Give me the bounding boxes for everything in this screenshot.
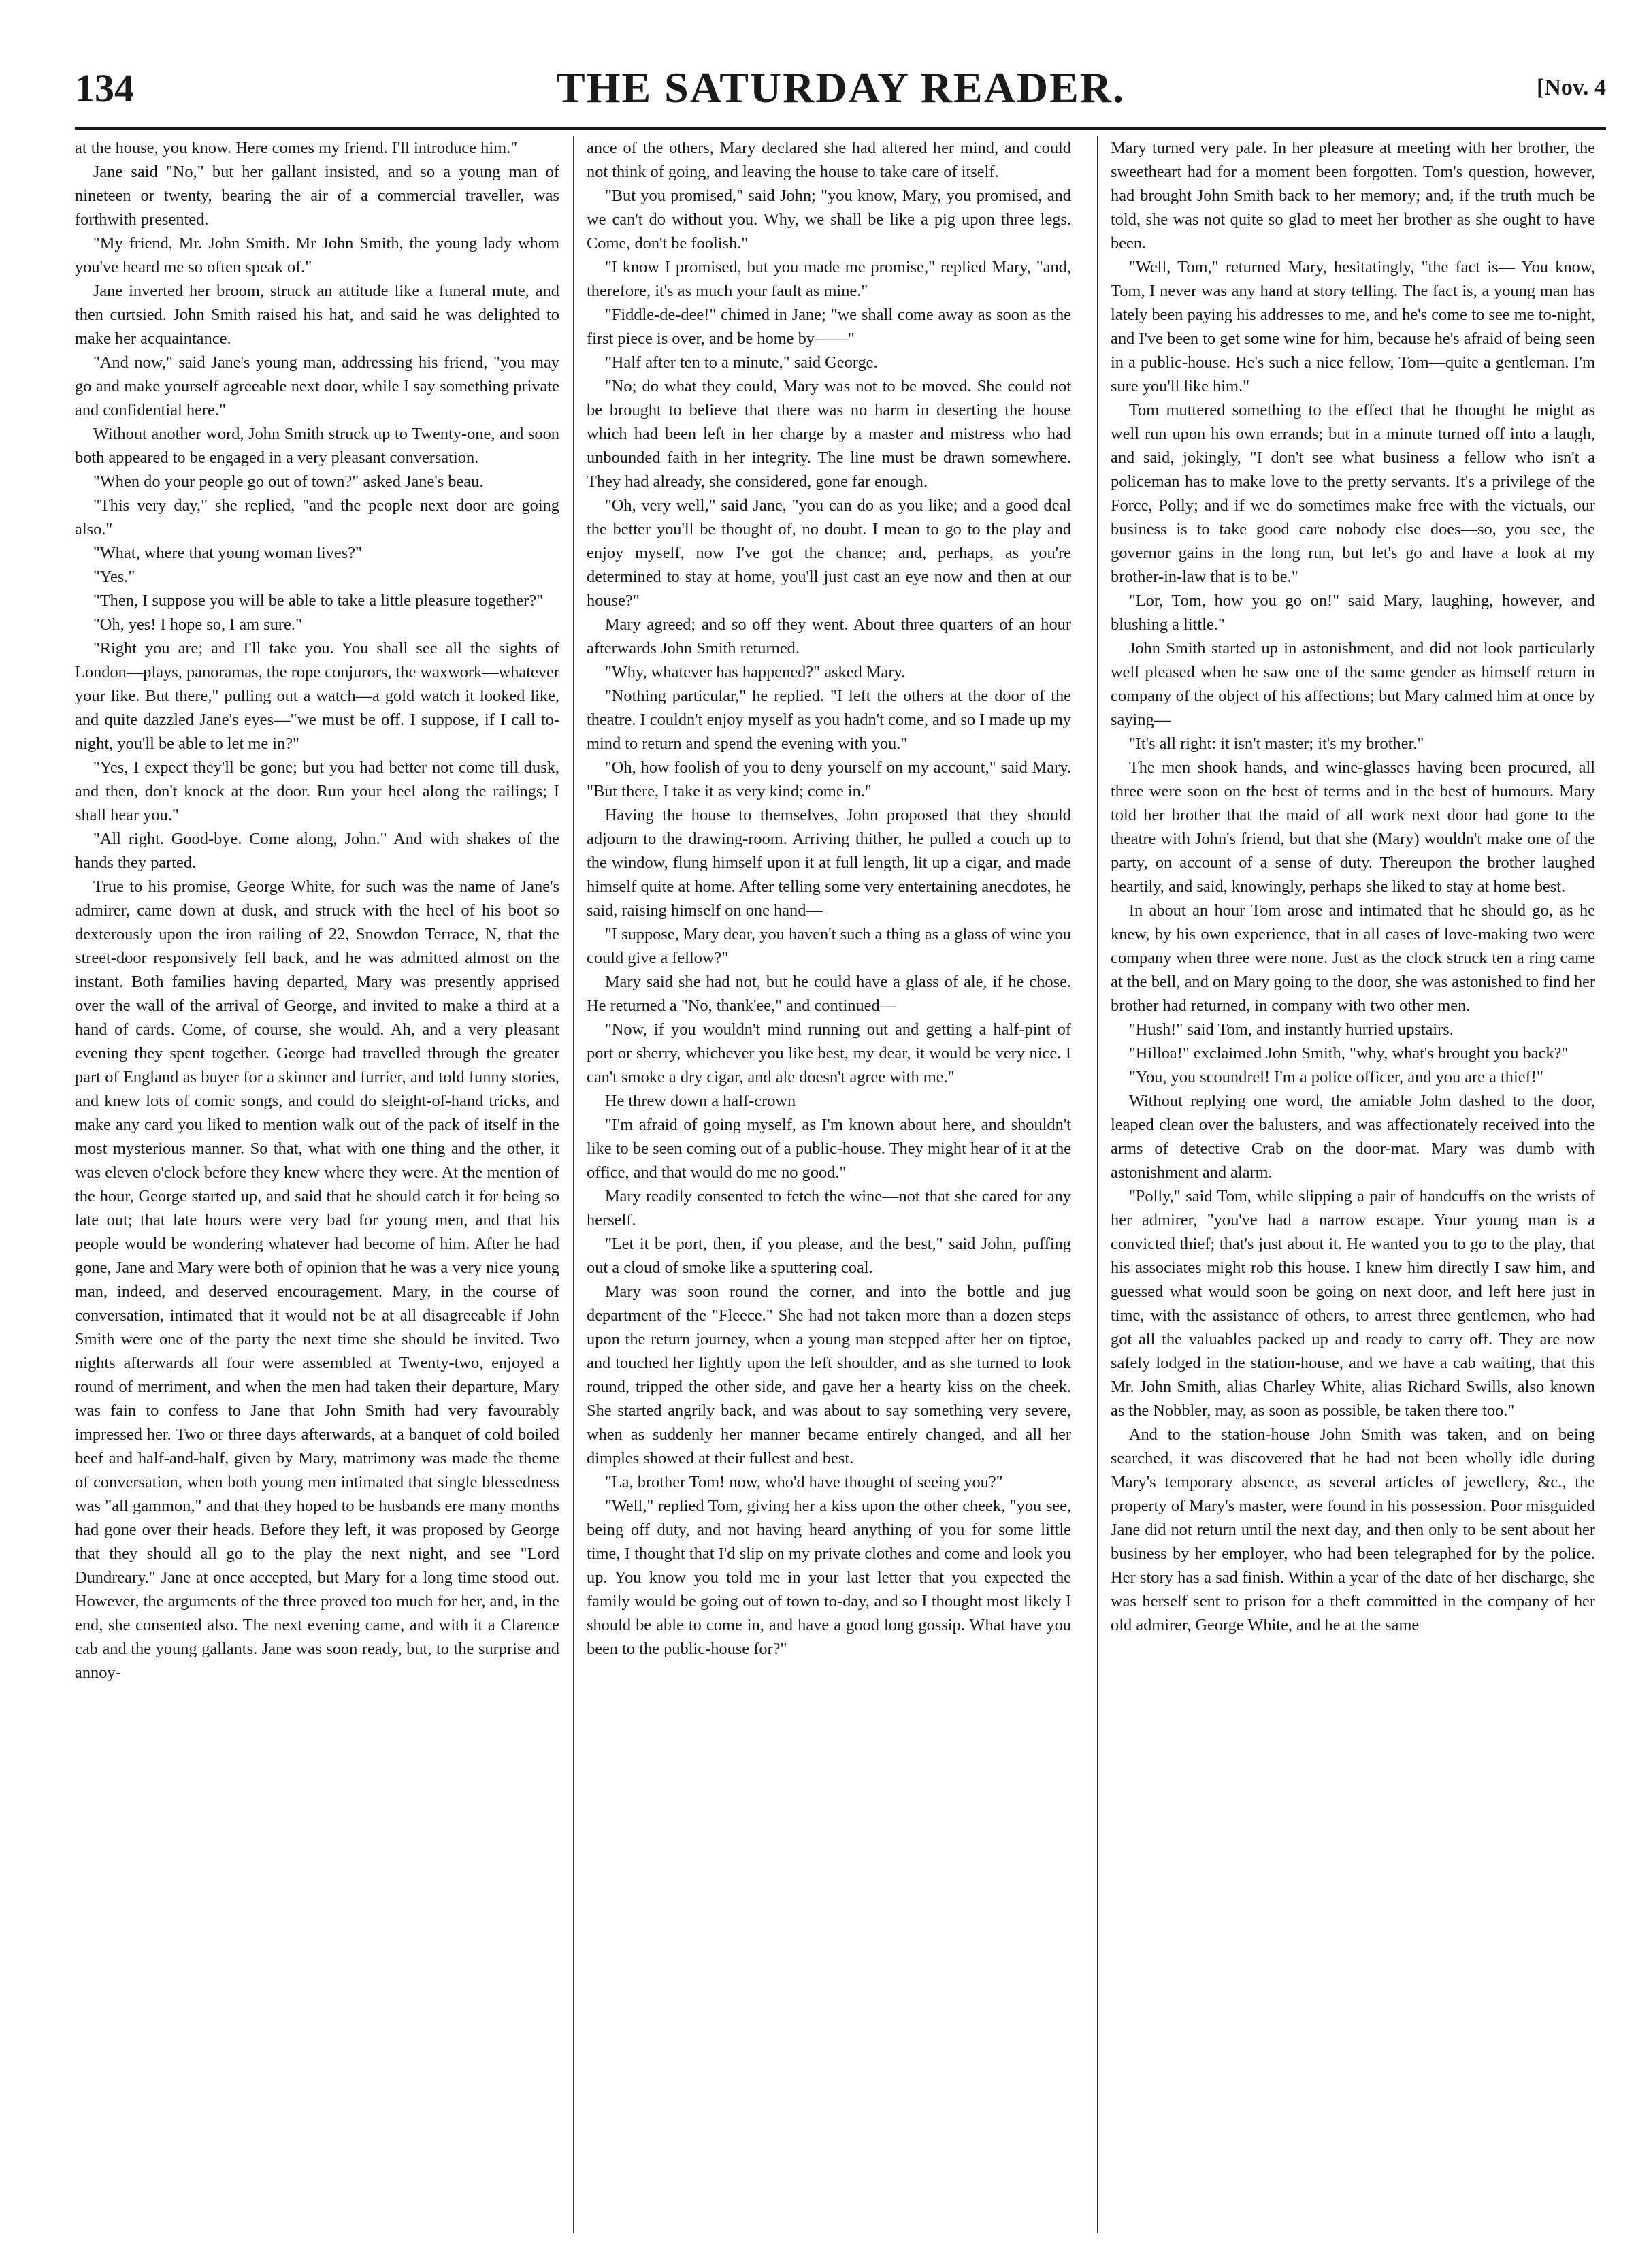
paragraph: He threw down a half-crown <box>604 1092 796 1110</box>
paragraph: True to his promise, George White, for such was the name of Jane's admirer, came down at dusk, and struck with the heel of his boot so dexterously upon the iron railing of 22, Snowdon Terrace, N, that the street-door responsively fell back, and he was admitted almost on the instant. Both families having departed, Mary was presently apprised over the wall of the arrival of George, and invited to make a third at a hand of cards. Come, of course, she would. Ah, and a very pleasant evening they spent together. George had travelled through the greater part of England as buyer for a skinner and furrier, and told funny stories, and knew lots of comic songs, and could do sleight-of-hand tricks, and make any card you liked to mention walk out of the pack of itself in the most mysterious manner. So that, what with one thing and the other, it was eleven o'clock before they knew where they were. At the mention of the hour, George started up, and said that he should catch it for being so late out; that late hours were very bad for young men, and that his people would be wondering whatever had become of him. After he had gone, Jane and Mary were both of opinion that he was a very nice young man, indeed, and deserved encouragement. Mary, in the course of conversation, intimated that it would not be at all disagreeable if John Smith were one of the party the next time she should be invited. Two nights afterwards all four were assembled at Twenty-two, enjoyed a round of merriment, and when the men had taken their departure, Mary was fain to confess to Jane that John Smith had very favourably impressed her. Two or three days afterwards, at a banquet of cold boiled beef and half-and-half, given by Mary, matrimony was made the theme of conversation, when both young men intimated that single blessedness was "all gammon," and that they hoped to be husbands ere many months had gone over their heads. Before they left, it was proposed by George that they should all go to the play the next night, and see "Lord Dundreary." Jane at once accepted, but Mary for a long time stood out. However, the arguments of the three proved too much for her, and, in the end, she consented also. The next evening came, and with it a Clarence cab and the young gallants. Jane was soon ready, but, to the surprise and annoy- <box>75 877 559 1682</box>
paragraph: "I know I promised, but you made me promise," replied Mary, "and, therefore, it's as much your fault as mine." <box>587 258 1071 300</box>
paragraph: "My friend, Mr. John Smith. Mr John Smith, the young lady whom you've heard me so often speak of." <box>75 234 559 276</box>
paragraph: "Let it be port, then, if you please, and the best," said John, puffing out a cloud of smoke like a sputtering coal. <box>587 1235 1071 1277</box>
article-columns <box>75 136 1606 2233</box>
paragraph: "Lor, Tom, how you go on!" said Mary, laughing, however, and blushing a little." <box>1111 592 1595 634</box>
paragraph: "But you promised," said John; "you know, Mary, you promised, and we can't do without you. Why, we shall be like a pig upon three legs. Come, don't be foolish." <box>587 187 1071 253</box>
page-header <box>75 63 1606 117</box>
paragraph: Tom muttered something to the effect that he thought he might as well run upon his own errands; but in a minute turned off into a laugh, and said, jokingly, "I don't see what business a fellow who isn't a policeman has to make love to the pretty servants. It's a privilege of the Force, Polly; and if we do sometimes make free with the victuals, our business is to take good care nobody else does—so, you see, the governor gains in the long run, but let's go and have a look at my brother-in-law that is to be." <box>1111 401 1595 586</box>
paragraph: "All right. Good-bye. Come along, John." And with shakes of the hands they parted. <box>75 830 559 872</box>
paragraph: Having the house to themselves, John proposed that they should adjourn to the drawing-room. Arriving thither, he pulled a couch up to the window, flung himself upon it at full length, lit up a cigar, and made himself quite at home. After telling some very entertaining anecdotes, he said, raising himself on one hand— <box>587 806 1071 920</box>
paragraph: "Oh, how foolish of you to deny yourself on my account," said Mary. "But there, I take it as very kind; come in." <box>587 758 1071 800</box>
paragraph: "What, where that young woman lives?" <box>93 544 362 562</box>
paragraph: "And now," said Jane's young man, addressing his friend, "you may go and make yourself agreeable next door, while I say something private and confidential here." <box>75 353 559 419</box>
paragraph: Mary agreed; and so off they went. About three quarters of an hour afterwards John Smith returned. <box>587 615 1071 658</box>
paragraph: "Right you are; and I'll take you. You shall see all the sights of London—plays, panoramas, the rope conjurors, the waxwork—whatever your like. But there," pulling out a watch—a gold watch it looked like, and quite dazzled Jane's eyes—"we must be off. I suppose, if I call to-night, you'll be able to let me in?" <box>75 639 559 753</box>
paragraph: And to the station-house John Smith was taken, and on being searched, it was discovered that he had not been wholly idle during Mary's temporary absence, as several articles of jewellery, &c., the property of Mary's master, were found in his possession. Poor misguided Jane did not return until the next day, and then only to be sent about her business by her employer, who had been telegraphed for by the police. Her story has a sad finish. Within a year of the date of her discharge, she was herself sent to prison for a theft committed in the company of her old admirer, George White, and he at the same <box>1111 1425 1595 1634</box>
paragraph: "Polly," said Tom, while slipping a pair of handcuffs on the wrists of her admirer, "you've had a narrow escape. Your young man is a convicted thief; that's just about it. He wanted you to go to the play, that his associates might rob this house. I knew him directly I saw him, and guessed what would soon be going on next door, and left here just in time, with the assistance of others, to arrest three gentlemen, who had got all the valuables packed up and ready to carry off. They are now safely lodged in the station-house, and we have a cab waiting, that this Mr. John Smith, alias Charley White, alias Richard Swills, also known as the Nobbler, may, as soon as possible, be taken there too." <box>1111 1187 1595 1420</box>
paragraph: "This very day," she replied, "and the people next door are going also." <box>75 496 559 538</box>
paragraph: Mary said she had not, but he could have a glass of ale, if he chose. He returned a "No, thank'ee," and continued— <box>587 973 1071 1015</box>
paragraph: "Then, I suppose you will be able to take a little pleasure together?" <box>93 592 544 610</box>
paragraph: "Yes, I expect they'll be gone; but you had better not come till dusk, and then, don't knock at the door. Run your heel along the railings; I shall hear you." <box>75 758 559 824</box>
paragraph: "Fiddle-de-dee!" chimed in Jane; "we shall come away as soon as the first piece is over, and be home by——" <box>587 306 1071 348</box>
paragraph: at the house, you know. Here comes my friend. I'll introduce him." <box>75 139 518 157</box>
paragraph: In about an hour Tom arose and intimated that he should go, as he knew, by his own experience, that in all cases of love-making two were company when three were none. Just as the clock struck ten a ring came at the bell, and on Mary going to the door, she was astonished to find her brother had returned, in company with two other men. <box>1111 901 1595 1015</box>
paragraph: "Hilloa!" exclaimed John Smith, "why, what's brought you back?" <box>1128 1044 1569 1063</box>
paragraph: "Well, Tom," returned Mary, hesitatingly, "the fact is— You know, Tom, I never was any hand at story telling. The fact is, a young man has lately been paying his addresses to me, and he's come to see me to-night, and I've been to get some wine for him, because he's afraid of being seen in a public-house. He's such a nice fellow, Tom—quite a gentleman. I'm sure you'll like him." <box>1111 258 1595 395</box>
paragraph: "When do your people go out of town?" asked Jane's beau. <box>93 472 484 491</box>
paragraph: Without replying one word, the amiable John dashed to the door, leaped clean over the balusters, and was affectionately received into the arms of detective Crab on the door-mat. Mary was dumb with astonishment and alarm. <box>1111 1092 1595 1182</box>
paragraph: Mary turned very pale. In her pleasure at meeting with her brother, the sweetheart had for a moment been forgotten. Tom's question, however, had brought John Smith back to her memory; and, if the truth much be told, she was not quite so glad to meet her brother as she ought to have been. <box>1111 139 1595 253</box>
paragraph: "I'm afraid of going myself, as I'm known about here, and shouldn't like to be seen coming out of a public-house. They might hear of it at the office, and that would do me no good." <box>587 1116 1071 1182</box>
paragraph: "Now, if you wouldn't mind running out and getting a half-pint of port or sherry, whichever you like best, my dear, it would be very nice. I can't smoke a dry cigar, and ale doesn't agree with me." <box>587 1020 1071 1086</box>
paragraph: Jane inverted her broom, struck an attitude like a funeral mute, and then curtsied. John Smith raised his hat, and said he was delighted to make her acquaintance. <box>75 282 559 348</box>
header-rule <box>75 127 1606 130</box>
paragraph: Without another word, John Smith struck up to Twenty-one, and soon both appeared to be engaged in a very pleasant conversation. <box>75 425 559 467</box>
paragraph: "It's all right: it isn't master; it's my brother." <box>1128 734 1424 753</box>
page-number: 134 <box>75 66 134 110</box>
paragraph: "Hush!" said Tom, and instantly hurried upstairs. <box>1128 1020 1454 1039</box>
paragraph: John Smith started up in astonishment, and did not look particularly well pleased when he saw one of the same gender as himself return in company of the object of his affections; but Mary calmed him at once by saying— <box>1111 639 1595 729</box>
paragraph: "Well," replied Tom, giving her a kiss upon the other cheek, "you see, being off duty, and not having heard anything of you for some little time, I thought that I'd slip on my private clothes and come and look you up. You know you told me in your last letter that you expected the family would be going out of town to-day, and so I thought most likely I should be able to come in, and have a good long gossip. What have you been to the public-house for?" <box>587 1497 1071 1658</box>
paragraph: "No; do what they could, Mary was not to be moved. She could not be brought to believe that there was no harm in deserting the house which had been left in her charge by a master and mistress who had unbounded faith in her integrity. The line must be drawn somewhere. They had already, she considered, gone far enough. <box>587 377 1071 491</box>
text-column-1 <box>75 136 559 2233</box>
paragraph: Mary was soon round the corner, and into the bottle and jug department of the "Fleece." She had not taken more than a dozen steps upon the return journey, when a young man stepped after her on tiptoe, and touched her lightly upon the left shoulder, and as she turned to look round, tripped the other side, and gave her a hearty kiss on the cheek. She started angrily back, and was about to say something very severe, when as suddenly her manner became entirely changed, and all her dimples showed at their fullest and best. <box>587 1282 1071 1468</box>
paragraph: "You, you scoundrel! I'm a police officer, and you are a thief!" <box>1128 1068 1543 1086</box>
paragraph: "Oh, yes! I hope so, I am sure." <box>93 615 302 634</box>
issue-date: [Nov. 4 <box>1537 75 1606 100</box>
text-column-3 <box>1111 136 1595 2233</box>
paragraph: The men shook hands, and wine-glasses having been procured, all three were soon on the best of terms and in the best of humours. Mary told her brother that the maid of all work next door had gone to the theatre with John's friend, but that she (Mary) wouldn't make one of the party, on account of a sense of duty. Thereupon the brother laughed heartily, and said, knowingly, perhaps she liked to stay at home best. <box>1111 758 1595 896</box>
paragraph: "Half after ten to a minute," said George. <box>604 353 878 372</box>
paragraph: "Yes." <box>93 568 135 586</box>
paragraph: Mary readily consented to fetch the wine—not that she cared for any herself. <box>587 1187 1071 1229</box>
column-divider <box>573 136 574 2233</box>
paragraph: Jane said "No," but her gallant insisted, and so a young man of nineteen or twenty, bearing the air of a commercial traveller, was forthwith presented. <box>75 163 559 229</box>
paragraph: "Oh, very well," said Jane, "you can do as you like; and a good deal the better you'll be thought of, no doubt. I mean to go to the play and enjoy myself, now I've got the chance; and, perhaps, as you're determined to stay at home, you'll just cast an eye now and then at our house?" <box>587 496 1071 610</box>
paragraph: ance of the others, Mary declared she had altered her mind, and could not think of going, and leaving the house to take care of itself. <box>587 139 1071 181</box>
paragraph: "La, brother Tom! now, who'd have thought of seeing you?" <box>604 1473 1003 1491</box>
paragraph: "Nothing particular," he replied. "I left the others at the door of the theatre. I couldn't enjoy myself as you hadn't come, and so I made up my mind to return and spend the evening with you." <box>587 687 1071 753</box>
paragraph: "Why, whatever has happened?" asked Mary. <box>604 663 906 681</box>
journal-title: THE SATURDAY READER. <box>556 63 1125 112</box>
column-divider <box>1097 136 1098 2233</box>
text-column-2 <box>587 136 1071 2233</box>
paragraph: "I suppose, Mary dear, you haven't such a thing as a glass of wine you could give a fellow?" <box>587 925 1071 967</box>
